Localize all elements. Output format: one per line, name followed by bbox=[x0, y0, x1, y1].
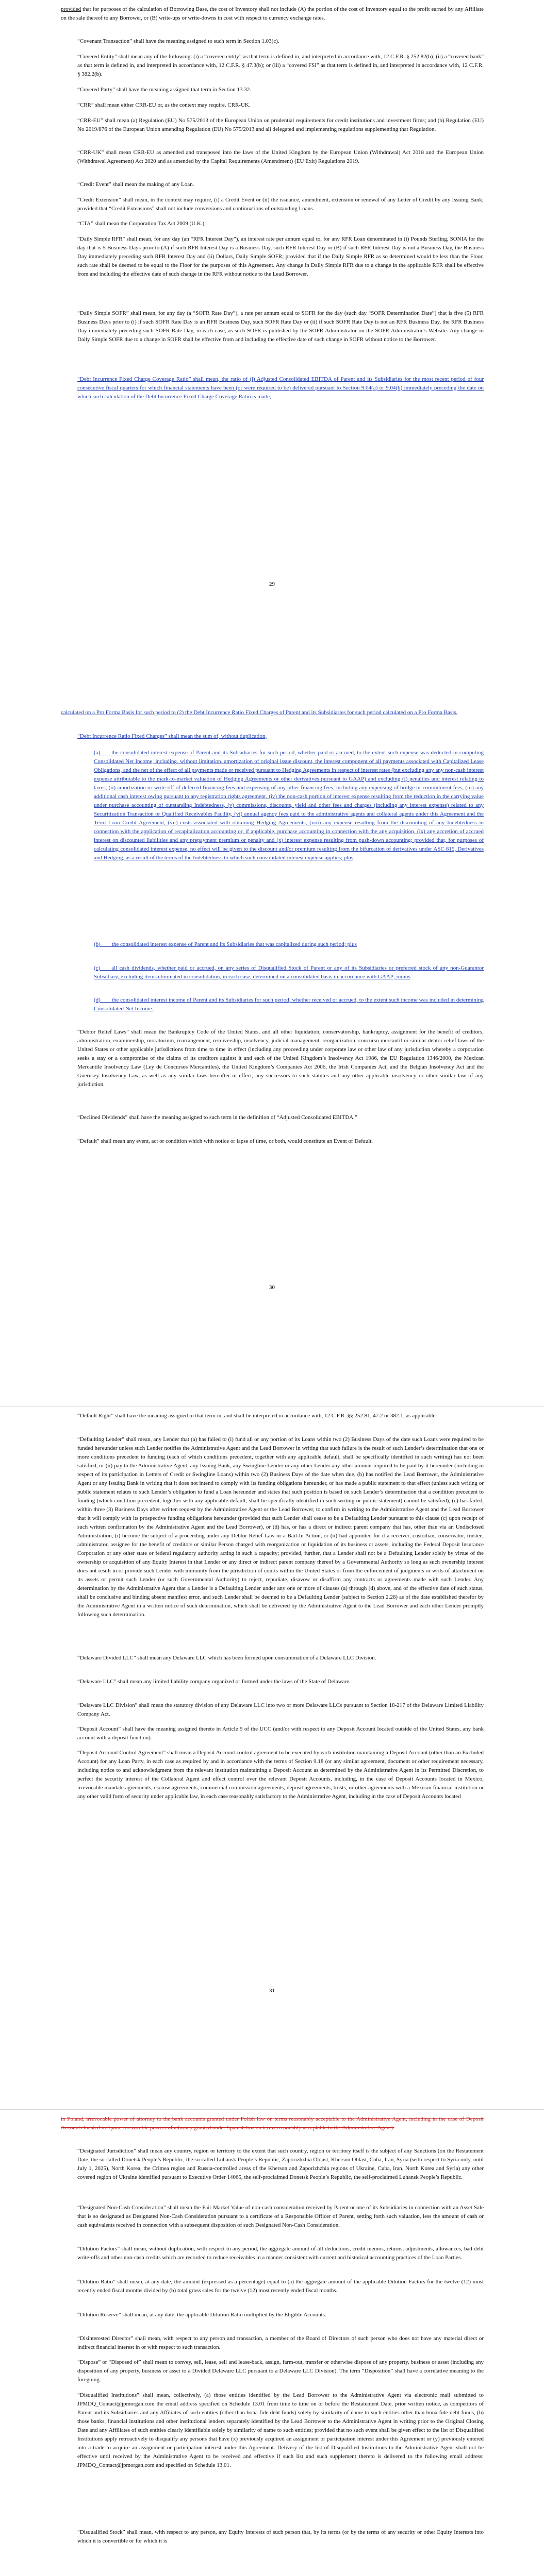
definition-covered-party: “Covered Party” shall have the meaning assigned that term in Section 13.32. bbox=[77, 87, 251, 93]
document-page-32 bbox=[0, 2110, 544, 2576]
definition-delaware-llc: “Delaware LLC” shall mean any limited liability company organized or formed under the laws of the State of Delaware. bbox=[77, 1679, 351, 1685]
definition-designated-non-cash-consideration: “Designated Non-Cash Consideration” shall mean the Fair Market Value of non-cash consideration received by Parent or one of its Subsidiaries in connection with an Asset Sale that is so designated as Designated Non-Cash Consideration pursuant to a certificate of a Responsible Officer of Parent, setting forth such valuation, less the amount of cash or cash equivalents received in connection with a subsequent disposition of such Designated Non-Cash Consideration. bbox=[77, 2205, 484, 2228]
definition-disqualified-stock: “Disqualified Stock” shall mean, with respect to any person, any Equity Interests of such person that, by its terms (or by the terms of any security or other Equity Interests into which it is convertible or for which it is bbox=[77, 2529, 484, 2544]
document-page-30 bbox=[0, 703, 544, 1406]
definition-deposit-account: “Deposit Account” shall have the meaning assigned thereto in Article 9 of the UCC (and/or with respect to any Deposit Account located outside of the United States, any bank account with a deposit function). bbox=[77, 1726, 484, 1741]
document-page-31 bbox=[0, 1406, 544, 2110]
definition-declined-dividends: “Declined Dividends” shall have the meaning assigned to such term in the definition of “Adjusted Consolidated EBITDA.” bbox=[77, 1114, 357, 1121]
definition-covered-entity: “Covered Entity” shall mean any of the following: (i) a “covered entity” as that term is defined in, and interpreted in accordance with, 12 C.F.R. § 252.82(b); (ii) a “covered bank” as that term is defined in, and interpreted in accordance with, 12 C.F.R. § 47.3(b); or (iii) a “covered FSI” as that term is defined in, and interpreted in accordance with, 12 C.F.R. § 382.2(b). bbox=[77, 54, 484, 77]
definition-debtor-relief-laws: “Debtor Relief Laws” shall mean the Bankruptcy Code of the United States, and all other liquidation, conservatorship, bankruptcy, assignment for the benefit of creditors, administration, examinership, moratorium, rearrangement, receivership, insolvency, judicial management, reorganization, concurso mercantil or similar debtor relief laws of the United States or other applicable jurisdictions from time to time in effect (including any proceeding under corporate law or other law of any jurisdiction whereby a corporation seeks a stay or a compromise of the claims of its creditors against it and each of the United Kingdom’s Insolvency Act 1986, the EU Regulation 1346/2000, the Mexican Mercantile Insolvency Law (Ley de Concursos Mercantiles), the United Kingdom’s Companies Act 2006, the Irish Companies Act, and the Belgian Insolvency Act and the Guernsey Insolvency Law, as well as any similar laws hereafter in effect, any successors to such statutes and any other applicable insolvency or other similar law of any jurisdiction. bbox=[77, 1029, 484, 1088]
page-number: 30 bbox=[269, 1284, 275, 1291]
definition-credit-event: “Credit Event” shall mean the making of any Loan. bbox=[77, 181, 194, 188]
definition-dilution-reserve: “Dilution Reserve” shall mean, at any date, the applicable Dilution Ratio multiplied by the Eligible Accounts. bbox=[77, 2312, 326, 2318]
clause-c-cash-dividends: (c) all cash dividends, whether paid or accrued, on any series of Disqualified Stock of Parent or any of its Subsidiaries or preferred stock of any non-Guarantor Subsidiary, excluding items eliminated in consolidation, in each case, determined on a consolidated basis in accordance with GAAP; minus bbox=[94, 965, 484, 980]
paragraph-fccr-continued: calculated on a Pro Forma Basis for such period to (2) the Debt Incurrence Ratio Fixed Charges of Parent and its Subsidiaries for such period calculated on a Pro Forma Basis. bbox=[61, 709, 458, 716]
definition-delaware-divided-llc: “Delaware Divided LLC” shall mean any Delaware LLC which has been formed upon consummation of a Delaware LLC Division. bbox=[77, 1655, 376, 1661]
paragraph-inventory-cost-proviso: provided that for purposes of the calculation of Borrowing Base, the cost of Inventory shall not include (A) the portion of the cost of Inventory equal to the profit earned by any Affiliate on the sale thereof to any Borrower, or (B) write-ups or write-downs in cost with respect to currency exchange rates. bbox=[61, 6, 484, 21]
definition-daily-simple-rfr: “Daily Simple RFR” shall mean, for any day (an “RFR Interest Day”), an interest rate per annum equal to, for any RFR Loan denominated in (i) Pounds Sterling, SONIA for the day that is 5 Business Days prior to (A) if such RFR Interest Day is a Business Day, such RFR Interest Day or (B) if such RFR Interest Day is not a Business Day, the Business Day immediately preceding such RFR Interest Day and (ii) Dollars, Daily Simple SOFR; provided that if the Daily Simple RFR as so determined would be less than the Floor, such rate shall be deemed to be equal to the Floor for the purposes of this Agreement. Any change in Daily Simple RFR due to a change in the applicable RFR shall be effective from and including the effective date of such change in the RFR without notice to the Lead Borrower. bbox=[77, 236, 484, 277]
definition-deposit-account-control-agreement: “Deposit Account Control Agreement” shall mean a Deposit Account control agreement to be executed by each institution maintaining a Deposit Account (other than an Excluded Account) for any Loan Party, in each case as required by and in accordance with the terms of Section 9.18 (or any similar agreement, document or other requirement necessary, including notice to and acknowledgment from the relevant institution maintaining a Deposit Account as determined by the Administrative Agent in its Permitted Discretion, to perfect the security interest of the Collateral Agent and effect control over the relevant Deposit Accounts, including, in the case of Deposit Accounts located in Mexico, irrevocable mandate agreements, escrow agreements, commercial commission agreements, deposit agreements, trusts, or other agreements with a Mexican financial institution or any other valid form of security under applicable law, in each case reasonably satisfactory to the Administrative Agent, including in the case of Deposit Accounts located bbox=[77, 1750, 484, 1800]
clause-d-interest-income: (d) the consolidated interest income of Parent and its Subsidiaries for such period, whether received or accrued, to the extent such income was included in determining Consolidated Net Income. bbox=[94, 997, 484, 1012]
definition-debt-incurrence-fccr: “Debt Incurrence Fixed Charge Coverage Ratio” shall mean, the ratio of (i) Adjusted Consolidated EBITDA of Parent and its Subsidiaries for the most recent period of four consecutive fiscal quarters for which financial statements have been (or were required to be) delivered pursuant to Section 9.04(a) or 9.04(b) immediately preceding the date on which such calculation of the Debt Incurrence Fixed Charge Coverage Ratio is made, bbox=[77, 376, 484, 400]
definition-cta: “CTA” shall mean the Corporation Tax Act 2009 (U.K.). bbox=[77, 221, 206, 227]
page-number: 29 bbox=[269, 581, 275, 587]
definition-crr-eu: “CRR-EU” shall mean (a) Regulation (EU) No 575/2013 of the European Union on prudential requirements for credit institutions and investment firms; and (b) Regulation (EU) No 2019/876 of the European Union amending Regulation (EU) No 575/2013 and all delegated and implementing regulations supplementing that Regulation. bbox=[77, 117, 484, 132]
definition-disqualified-institutions: “Disqualified Institutions” shall mean, collectively, (a) those entities identified by the Lead Borrower to the Administrative Agent via electronic mail submitted to JPMDQ_Contact@jpmorgan.com the email address specified on Schedule 13.01 from time to time on or before the Restatement Date, prior written notice, as competitors of Parent and its Subsidiaries and any Affiliates of such entities (other than bona fide debt funds) solely by similarity of name to such entities other than bona fide debt funds, (b) those banks, financial institutions and other institutional lenders separately identified by the Lead Borrower to the Administrative Agent in writing prior to the Original Closing Date and any Affiliates of such entities clearly identifiable solely by similarity of name to such entities; provided that no such event shall be given effect to the list of Disqualified Institutions apply retroactively to disqualify any persons that have (x) previously acquired an assignment or participation interest under this Agreement or (y) previously entered into a trade to acquire an assignment or participation interest under this Agreement. Delivery of the list of Disqualified Institutions to the Administrative Agent shall not be effective until received by the Administrative Agent to be received and effective if such list and such supplement thereto is delivered to the following email address: JPMDQ_Contact@jpmorgan.com and specified on Schedule 13.01. bbox=[77, 2392, 484, 2468]
page-number: 31 bbox=[269, 1988, 275, 1994]
definition-default: “Default” shall mean any event, act or condition which with notice or lapse of time, or both, would constitute an Event of Default. bbox=[77, 1138, 373, 1144]
definition-dispose: “Dispose” or “Disposed of” shall mean to convey, sell, lease, sell and lease-back, assign, farm-out, transfer or otherwise dispose of any property, business or asset (including any disposition of any property, business or asset to a Divided Delaware LLC pursuant to a Delaware LLC Division). The term “Disposition” shall have a correlative meaning to the foregoing. bbox=[77, 2359, 484, 2383]
definition-designated-jurisdiction: “Designated Jurisdiction” shall mean any country, region or territory to the extent that such country, region or territory itself is the subject of any Sanctions (on the Restatement Date, the so-called Donetsk People’s Republic, the so-called Luhansk People’s Republic, Zaporizhzhia Oblast, Kherson Oblast, Cuba, Iran, Syria (with respect to Syria only, until July 1, 2025), North Korea, the Crimea region and Russia-controlled areas of the Kherson and Zaporizhzhia regions of Ukraine, Cuba, Iran, North Korea and Syria) any other covered region of Ukraine identified pursuant to Executive Order 14065, the self-proclaimed Donetsk People’s Republic, the self-proclaimed Luhansk People’s Republic. bbox=[77, 2148, 484, 2180]
definition-crr-uk: “CRR-UK” shall mean CRR-EU as amended and transposed into the laws of the United Kingdom by the European Union (Withdrawal) Act 2018 and the European Union (Withdrawal Agreement) Act 2020 and as amended by the Capital Requirements (Amendment) (EU Exit) Regulations 2019. bbox=[77, 149, 484, 164]
document-page-29 bbox=[0, 0, 544, 703]
definition-disinterested-director: “Disinterested Director” shall mean, with respect to any person and transaction, a member of the Board of Directors of such person who does not have any material direct or indirect financial interest in or with respect to such transaction. bbox=[77, 2335, 484, 2350]
definition-default-right: “Default Right” shall have the meaning assigned to that term in, and shall be interpreted in accordance with, 12 C.F.R. §§ 252.81, 47.2 or 382.1, as applicable. bbox=[77, 1413, 437, 1419]
definition-daily-simple-sofr: “Daily Simple SOFR” shall mean, for any day (a “SOFR Rate Day”), a rate per annum equal to SOFR for the day (such day “SOFR Determination Date”) that is five (5) RFR Business Days prior to (i) if such SOFR Rate Day is an RFR Business Day, such SOFR Rate Day or (ii) if such SOFR Rate Day is not an RFR Business Day, the RFR Business Day immediately preceding such SOFR Rate Day, in each case, as such SOFR is published by the SOFR Administrator on the SOFR Administrator’s Website. Any change in Daily Simple SOFR due to a change in SOFR shall be effective from and including the effective date of such change in SOFR without notice to the Borrower. bbox=[77, 310, 484, 343]
definition-dilution-factors: “Dilution Factors” shall mean, without duplication, with respect to any period, the aggregate amount of all deductions, credit memos, returns, adjustments, allowances, bad debt write-offs and other non-cash credits which are recorded to reduce receivables in a manner consistent with current and historical accounting practices of the Loan Parties. bbox=[77, 2246, 484, 2261]
definition-credit-extension: “Credit Extension” shall mean, in the context may require, (i) a Credit Event or (ii) the issuance, amendment, extension or renewal of any Letter of Credit by any Issuing Bank; provided that “Credit Extensions” shall not include conversions and continuations of outstanding Loans. bbox=[77, 197, 484, 212]
definition-crr: “CRR” shall mean either CRR-EU or, as the context may require, CRR-UK. bbox=[77, 102, 251, 108]
clause-b-capitalized-interest: (b) the consolidated interest expense of Parent and its Subsidiaries that was capitalized during such period; plus bbox=[94, 941, 357, 947]
definition-covenant-transaction: “Covenant Transaction” shall have the meaning assigned to such term in Section 1.03(c). bbox=[77, 38, 279, 44]
definition-defaulting-lender: “Defaulting Lender” shall mean, any Lender that (a) has failed to (i) fund all or any portion of its Loans within two (2) Business Days of the date such Loans were required to be funded hereunder unless such Lender notifies the Administrative Agent and the Lead Borrower in writing that such failure is the result of such Lender’s determination that one or more conditions precedent to funding (each of which conditions precedent, together with any applicable default, shall be specifically identified in such writing) has not been satisfied, or (ii) pay to the Administrative Agent, any Issuing Bank, any Swingline Lender or any other Lender any other amount required to be paid by it hereunder (including in respect of its participation in Letters of Credit or Swingline Loans) within two (2) Business Days of the date when due, (b) has notified the Lead Borrower, the Administrative Agent or any Issuing Bank in writing that it does not intend to comply with its funding obligations hereunder, or has made a public statement to that effect (unless such writing or public statement relates to such Lender’s obligation to fund a Loan hereunder and states that such position is based on such Lender’s determination that a condition precedent to funding (which condition precedent, together with any applicable default, shall be specifically identified in such writing or public statement) cannot be satisfied), (c) has failed, within three (3) Business Days after written request by the Administrative Agent or the Lead Borrower, to confirm in writing to the Administrative Agent and the Lead Borrower that it will comply with its prospective funding obligations hereunder (provided that such Lender shall cease to be a Defaulting Lender pursuant to this clause (c) upon receipt of such written confirmation by the Administrative Agent and the Lead Borrower), or (d) has, or has a direct or indirect parent company that has, other than via an Undisclosed Administration, (i) become the subject of a proceeding under any Debtor Relief Law or a Bail-In Action, or (ii) had appointed for it a receiver, custodian, conservator, trustee, administrator, assignee for the benefit of creditors or similar Person charged with reorganization or liquidation of its business or assets, including the Federal Deposit Insurance Corporation or any other state or federal regulatory authority acting in such a capacity; provided, further, that a Lender shall not be a Defaulting Lender solely by virtue of the ownership or acquisition of any Equity Interest in that Lender or any direct or indirect parent company thereof by a Governmental Authority so long as such ownership interest does not result in or provide such Lender with immunity from the jurisdiction of courts within the United States or from the enforcement of judgments or writs of attachment on its assets or permit such Lender (or such Governmental Authority) to reject, repudiate, disavow or disaffirm any contracts or agreements made with such Lender. Any determination by the Administrative Agent that a Lender is a Defaulting Lender under any one or more of clauses (a) through (d) above, and of the effective date of such status, shall be conclusive and binding absent manifest error, and such Lender shall be deemed to be a Defaulting Lender (subject to Section 2.26) as of the date established therefor by the Administrative Agent in a written notice of such determination, which shall be delivered by the Administrative Agent to the Lead Borrower and each other Lender promptly following such determination. bbox=[77, 1436, 484, 1618]
definition-debt-incurrence-ratio-fixed-charges: “Debt Incurrence Ratio Fixed Charges” shall mean the sum of, without duplication, bbox=[77, 733, 267, 739]
clause-a-consolidated-interest-expense: (a) the consolidated interest expense of Parent and its Subsidiaries for such period, whether paid or accrued, to the extent such expense was deducted in computing Consolidated Net Income, including, without limitation, amortization of original issue discount, the interest component of all payments associated with Capitalized Lease Obligations, and the net of the effect of all payments made or received pursuant to Hedging Agreements in respect of interest rates (but excluding any any non-cash interest expense attributable to the mark-to-market valuation of Hedging Agreements or other derivatives pursuant to GAAP) and excluding (i) penalties and interest relating to taxes, (ii) amortization or write-off of deferred financing fees and expensing of any other financing fees, including any expensing of bridge or commitment fees, (iii) any additional cash interest owing pursuant to any registration rights agreement, (iv) the non-cash portion of interest expense resulting from the reduction in the carrying value under purchase accounting of outstanding Indebtedness, (v) commissions, discounts, yield and other fees and charges (including any interest expense) related to any Securitization Transaction or Qualified Receivables Facility, (vi) annual agency fees paid to the administrative agents and collateral agents under this Agreement and the Term Loan Credit Agreement, (vii) costs associated with obtaining Hedging Agreements, (viii) any expense resulting from the discounting of any Indebtedness in connection with the application of recapitalization accounting or, if applicable, purchase accounting in connection with the any acquisition, (ix) any accretion of accrued interest on discounted liabilities and any prepayment premium or penalty and (x) interest expense resulting from push-down accounting; provided that, for purposes of calculating consolidated interest expense, no effect will be given to the discount and/or premium resulting from the bifurcation of derivatives under ASC 815, Derivatives and Hedging, as a result of the terms of the Indebtedness to which such consolidated interest expense applies; plus bbox=[94, 750, 484, 861]
definition-dilution-ratio: “Dilution Ratio” shall mean, at any date, the amount (expressed as a percentage) equal to (a) the aggregate amount of the applicable Dilution Factors for the twelve (12) most recently ended fiscal months divided by (b) total gross sales for the twelve (12) most recently ended fiscal months. bbox=[77, 2279, 484, 2294]
definition-delaware-llc-division: “Delaware LLC Division” shall mean the statutory division of any Delaware LLC into two or more Delaware LLCs pursuant to Section 18-217 of the Delaware Limited Liability Company Act. bbox=[77, 1702, 484, 1717]
paragraph-poland-spain-poa: in Poland, irrevocable power of attorney to the bank accounts granted under Polish law on terms reasonably acceptable to the Administrative Agent, including in the case of Deposit Accounts located in Spain, irrevocable powers of attorney granted under Spanish law on terms reasonably acceptable to the Administrative Agent). bbox=[61, 2116, 484, 2131]
